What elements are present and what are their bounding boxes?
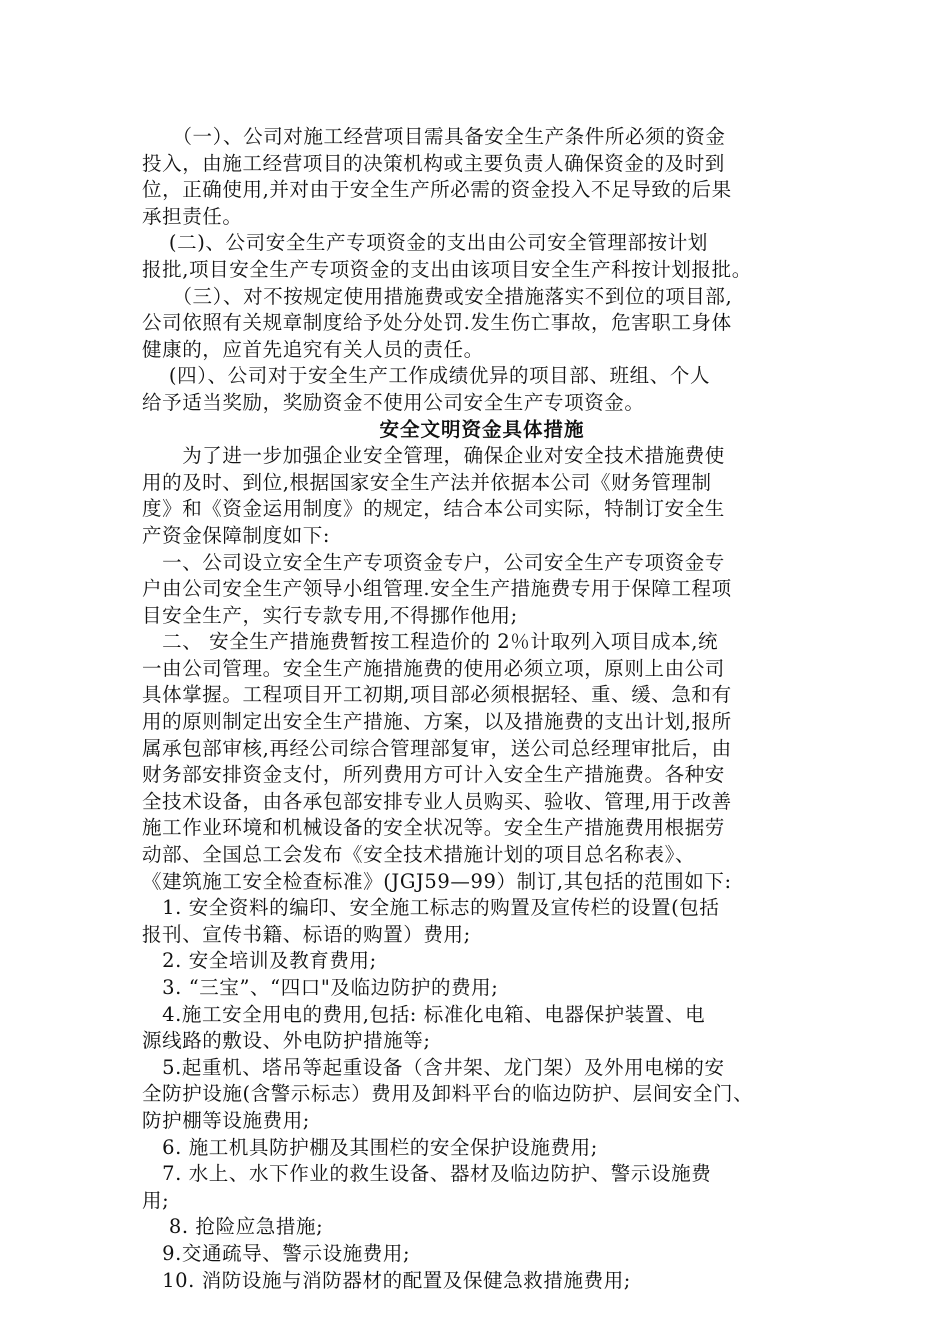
paragraph-line: （一）、公司对施工经营项目需具备安全生产条件所必须的资金 (142, 125, 726, 148)
paragraph-line: 公司依照有关规章制度给予处分处罚.发生伤亡事故，危害职工身体 (142, 311, 732, 335)
paragraph-line: 属承包部审核,再经公司综合管理部复审，送公司总经理审批后，由 (142, 736, 732, 760)
paragraph-line: 动部、全国总工会发布《安全技术措施计划的项目总名称表》、 (142, 843, 696, 867)
list-item-line: 7. 水上、水下作业的救生设备、器材及临边防护、警示设施费 (142, 1162, 712, 1186)
list-item-line: 6. 施工机具防护棚及其围栏的安全保护设施费用; (142, 1135, 598, 1159)
paragraph-line: 用的及时、到位,根据国家安全生产法并依据本公司《财务管理制 (142, 470, 712, 494)
paragraph-line: 二、 安全生产措施费暂按工程造价的 2％计取列入项目成本,统 (142, 630, 719, 654)
paragraph-line: 户由公司安全生产领导小组管理.安全生产措施费专用于保障工程项 (142, 577, 732, 601)
list-item-line: 9.交通疏导、警示设施费用; (142, 1241, 411, 1265)
list-item-line: 用; (142, 1188, 170, 1212)
paragraph-line: 一、公司设立安全生产专项资金专户，公司安全生产专项资金专 (142, 550, 725, 574)
list-item-line: 8. 抢险应急措施; (142, 1215, 324, 1239)
paragraph-line: 为了进一步加强企业安全管理，确保企业对安全技术措施费使 (142, 444, 725, 468)
paragraph-line: 《建筑施工安全检查标准》(JGJ59—99）制订,其包括的范围如下: (142, 869, 732, 893)
list-item-line: 2. 安全培训及教育费用; (142, 949, 377, 973)
section-heading: 安全文明资金具体措施 (379, 417, 585, 441)
paragraph-line: 用的原则制定出安全生产措施、方案，以及措施费的支出计划,报所 (142, 710, 732, 734)
paragraph-line: 度》和《资金运用制度》的规定，结合本公司实际，特制订安全生 (142, 497, 725, 521)
paragraph-line: 具体掌握。工程项目开工初期,项目部必须根据轻、重、缓、急和有 (142, 683, 732, 707)
paragraph-line: 全技术设备，由各承包部安排专业人员购买、验收、管理,用于改善 (142, 789, 732, 813)
paragraph-line: 财务部安排资金支付，所列费用方可计入安全生产措施费。各种安 (142, 763, 725, 787)
document-body (142, 124, 822, 1294)
paragraph-line: 目安全生产，实行专款专用,不得挪作他用; (142, 603, 518, 627)
list-item-line: 4.施工安全用电的费用,包括: 标准化电箱、电器保护装置、电 (142, 1002, 706, 1026)
paragraph-line: 产资金保障制度如下: (142, 523, 331, 547)
paragraph-line: 健康的，应首先追究有关人员的责任。 (142, 337, 484, 361)
list-item-line: 5.起重机、塔吊等起重设备（含井架、龙门架）及外用电梯的安 (142, 1055, 725, 1079)
list-item-line: 3. “三宝”、“四口"及临边防护的费用; (142, 976, 499, 999)
list-item-line: 1. 安全资料的编印、安全施工标志的购置及宣传栏的设置(包括 (142, 896, 720, 920)
paragraph-line: 给予适当奖励，奖励资金不使用公司安全生产专项资金。 (142, 390, 645, 414)
paragraph-line: 一由公司管理。安全生产施措施费的使用必须立项，原则上由公司 (142, 656, 725, 680)
list-item-line: 全防护设施(含警示标志）费用及卸料平台的临边防护、层间安全门、 (142, 1082, 754, 1106)
paragraph-line: 投入，由施工经营项目的决策机构或主要负责人确保资金的及时到 (142, 151, 725, 175)
list-item-line: 防护棚等设施费用; (142, 1108, 310, 1132)
paragraph-line: 位，正确使用,并对由于安全生产所必需的资金投入不足导致的后果 (142, 178, 732, 202)
list-item-line: 报刊、宣传书籍、标语的购置）费用; (142, 922, 471, 946)
list-item-line: 10. 消防设施与消防器材的配置及保健急救措施费用; (142, 1268, 631, 1292)
paragraph-line: 报批,项目安全生产专项资金的支出由该项目安全生产科按计划报批。 (142, 257, 752, 281)
paragraph-line: （三）、对不按规定使用措施费或安全措施落实不到位的项目部, (142, 284, 733, 308)
list-item-line: 源线路的敷设、外电防护措施等; (142, 1029, 431, 1053)
paragraph-line: 施工作业环境和机械设备的安全状况等。安全生产措施费用根据劳 (142, 816, 725, 840)
paragraph-line: (二)、公司安全生产专项资金的支出由公司安全管理部按计划 (142, 231, 708, 255)
paragraph-line: (四）、公司对于安全生产工作成绩优异的项目部、班组、个人 (142, 364, 711, 388)
paragraph-line: 承担责任。 (142, 204, 243, 228)
